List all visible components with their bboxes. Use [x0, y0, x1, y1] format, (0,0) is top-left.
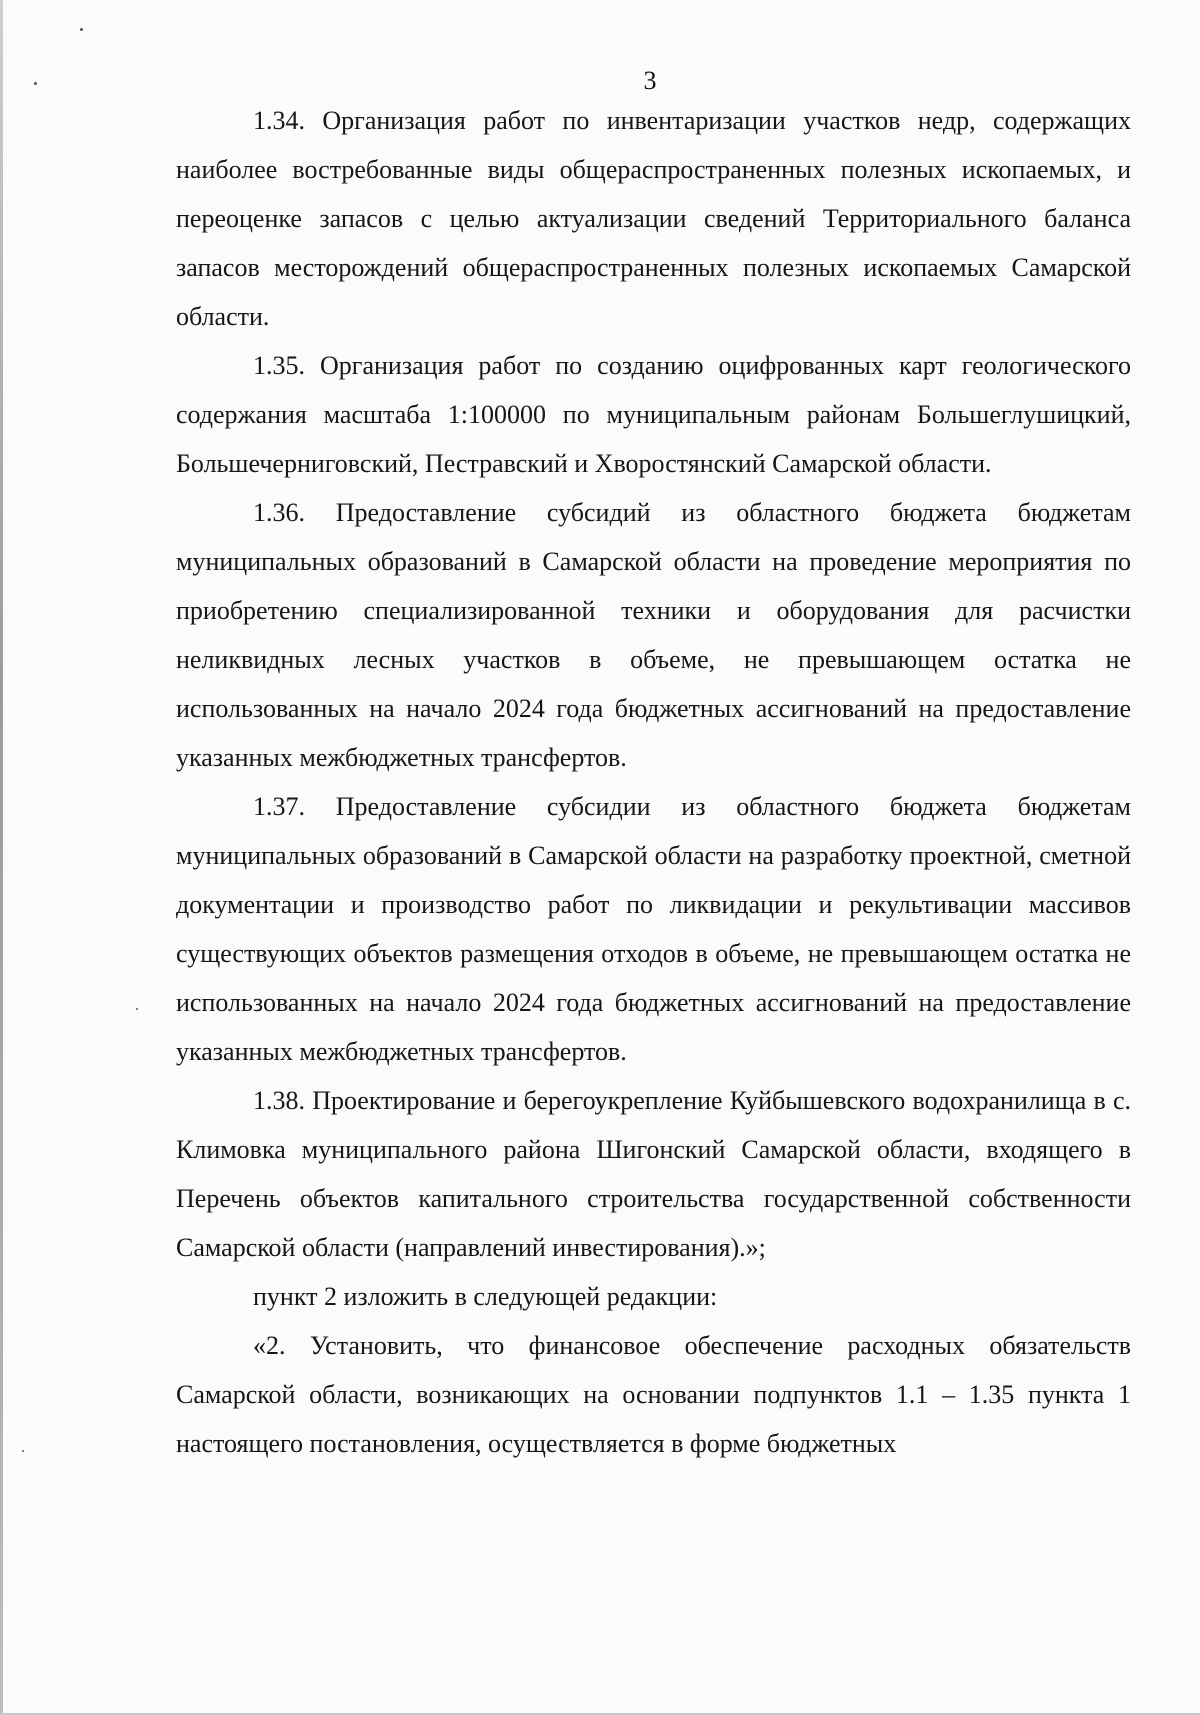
paragraph-point-2: «2. Установить, что финансовое обеспечение расходных обязательств Самарской области, возникающих на основании подпунктов 1.1 – 1.35 пункта 1 настоящего постановления, осуществляется в форме бюджетных: [176, 1331, 1131, 1458]
document-body: [176, 96, 1131, 1468]
page-number: 3: [643, 66, 657, 95]
scan-speck: [34, 82, 37, 85]
paragraph-1-35: 1.35. Организация работ по созданию оцифрованных карт геологического содержания масштаба 1:100000 по муниципальным районам Большеглушицкий, Большечерниговский, Пестравский и Хворостянский Самарской области.: [176, 351, 1131, 478]
paragraph-1-37: 1.37. Предоставление субсидии из областного бюджета бюджетам муниципальных образований в Самарской области на разработку проектной, сметной документации и производство работ по ликвидации и рекультивации массивов существующих объектов размещения отходов в объеме, не превышающем остатка не использованных на начало 2024 года бюджетных ассигнований на предоставление указанных межбюджетных трансфертов.: [176, 792, 1131, 1066]
paragraph-1-38: 1.38. Проектирование и берегоукрепление Куйбышевского водохранилища в с. Климовка муниципального района Шигонский Самарской области, входящего в Перечень объектов капитального строительства государственной собственности Самарской области (направлений инвестирования).»;: [176, 1086, 1131, 1262]
paragraph-1-34: 1.34. Организация работ по инвентаризации участков недр, содержащих наиболее востребованные виды общераспространенных полезных ископаемых, и переоценке запасов с целью актуализации сведений Территориального баланса запасов месторождений общераспространенных полезных ископаемых Самарской области.: [176, 106, 1131, 331]
scan-speck: [136, 1008, 138, 1010]
scan-left-edge: [0, 0, 3, 1715]
paragraph-1-36: 1.36. Предоставление субсидий из областного бюджета бюджетам муниципальных образований в Самарской области на проведение мероприятия по приобретению специализированной техники и оборудования для расчистки неликвидных лесных участков в объеме, не превышающем остатка не использованных на начало 2024 года бюджетных ассигнований на предоставление указанных межбюджетных трансфертов.: [176, 498, 1131, 772]
paragraph-amendment-intro: пункт 2 изложить в следующей редакции:: [253, 1282, 718, 1311]
scan-speck: [22, 1450, 24, 1452]
scan-speck: [80, 28, 83, 31]
